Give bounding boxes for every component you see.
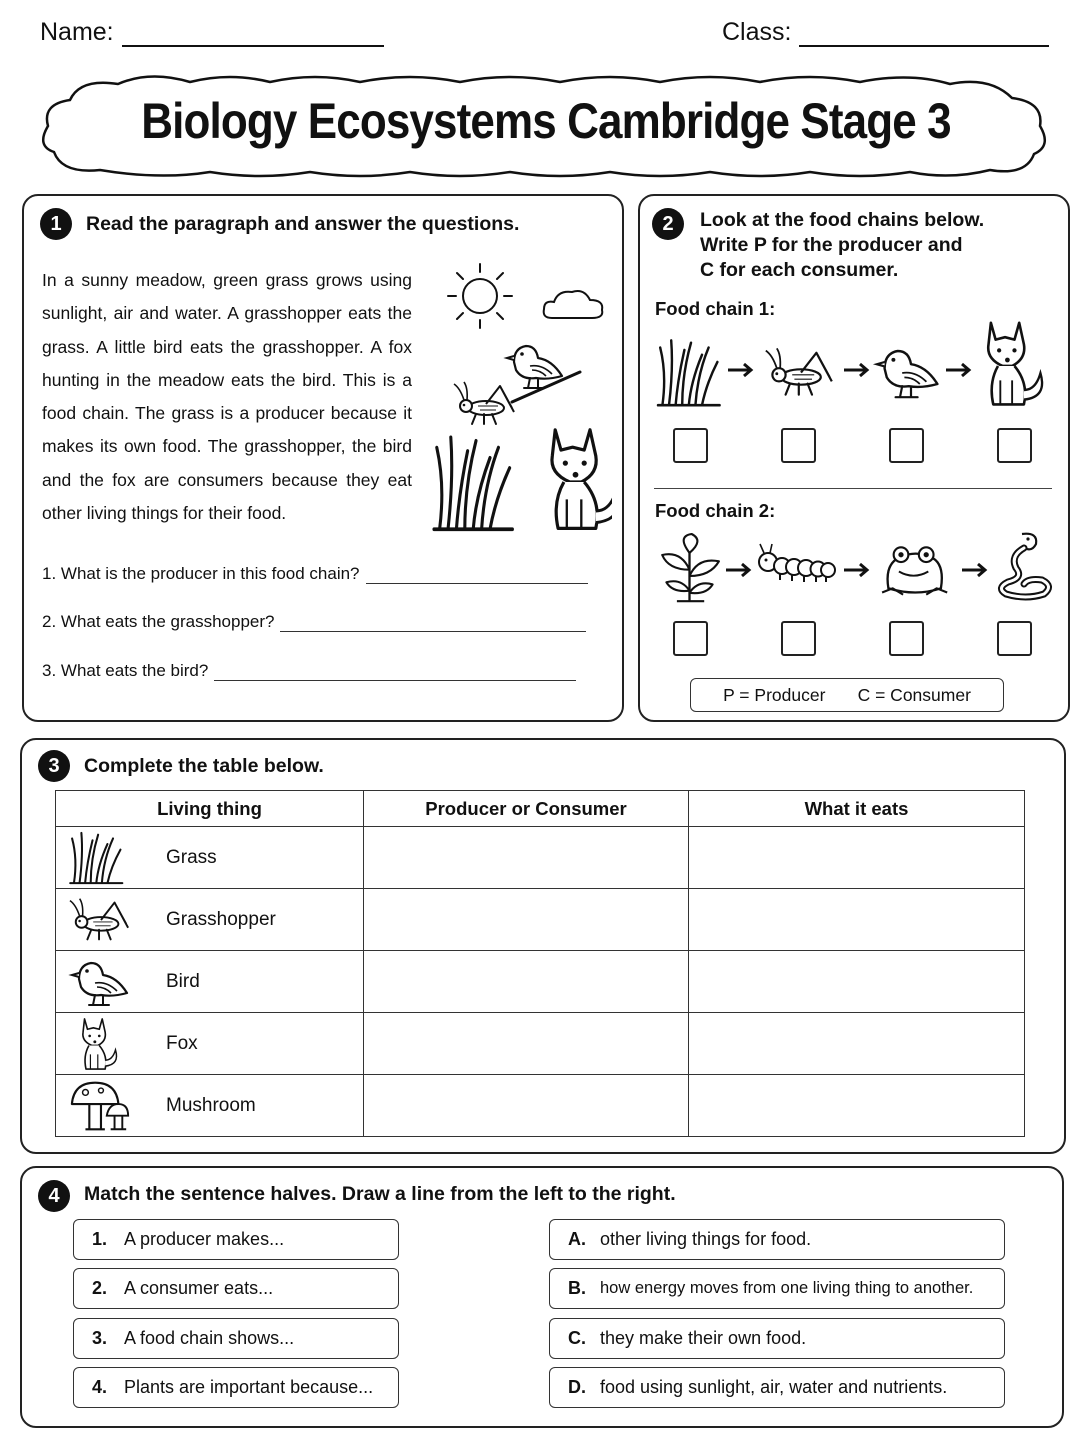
item-key: C. (568, 1328, 586, 1348)
answer-line[interactable] (280, 614, 586, 632)
answer-box[interactable] (781, 428, 816, 463)
living-thing-name: Mushroom (166, 1094, 256, 1116)
item-key: 3. (92, 1328, 108, 1348)
answer-box[interactable] (889, 621, 924, 656)
match-right-item[interactable] (549, 1268, 1005, 1309)
section-number: 2 (652, 208, 684, 240)
class-label: Class: (722, 18, 792, 46)
instruction-line: Write P for the producer and (700, 234, 963, 256)
divider (654, 488, 1052, 489)
section-1-reading (22, 194, 624, 722)
fox-icon (988, 323, 1042, 405)
arrow-icon (726, 564, 749, 576)
living-thing-cell (56, 827, 364, 889)
match-right-item[interactable] (549, 1219, 1005, 1260)
living-thing-cell (56, 889, 364, 951)
arrow-icon (962, 564, 985, 576)
what-it-eats-cell[interactable] (689, 827, 1025, 889)
table-row (56, 1013, 1025, 1075)
food-chain-2-label: Food chain 2: (655, 500, 776, 521)
table-row (56, 1075, 1025, 1137)
living-thing-name: Fox (166, 1032, 198, 1054)
page-title: Biology Ecosystems Cambridge Stage 3 (141, 93, 951, 149)
class-answer-line[interactable] (799, 21, 1049, 47)
column-header: Living thing (56, 791, 364, 827)
living-thing-cell (56, 1013, 364, 1075)
food-chain-1-label: Food chain 1: (655, 298, 776, 319)
table-header-row (56, 791, 1025, 827)
caterpillar-icon (759, 544, 835, 582)
item-key: 2. (92, 1278, 108, 1298)
column-header: Producer or Consumer (364, 791, 689, 827)
arrow-icon (844, 564, 867, 576)
item-text: A consumer eats... (124, 1278, 274, 1298)
fox-icon (552, 430, 612, 529)
match-left-item[interactable] (73, 1318, 399, 1359)
fox-icon (68, 1016, 132, 1072)
producer-consumer-cell[interactable] (364, 1013, 689, 1075)
grasshopper-icon (766, 348, 832, 394)
answer-box[interactable] (889, 428, 924, 463)
leaf-plant-icon (662, 534, 719, 601)
grass-icon (658, 340, 720, 405)
item-text: they make their own food. (600, 1328, 807, 1348)
answer-box[interactable] (997, 428, 1032, 463)
cloud-icon (544, 291, 603, 318)
reading-paragraph: In a sunny meadow, green grass grows using sunlight, air and water. A grasshopper eats the grass. A little bird eats the grasshopper. A fox hunting in the meadow eats the bird. This is a food chain. The grass is a producer because it makes its own food. The grasshopper, the bird and the fox are consumers because they eat other living things for their food. (42, 270, 412, 524)
section-number: 3 (38, 750, 70, 782)
instruction-line: Look at the food chains below. (700, 209, 985, 231)
section-instruction (700, 208, 984, 283)
grass-icon (68, 831, 132, 885)
question-text: 1. What is the producer in this food chain? (42, 564, 360, 583)
section-4-matching (20, 1166, 1064, 1428)
living-thing-name: Grasshopper (166, 908, 276, 930)
bird-icon (68, 955, 132, 1009)
frog-icon (882, 547, 947, 594)
section-2-food-chains (638, 194, 1070, 722)
producer-consumer-cell[interactable] (364, 889, 689, 951)
column-header: What it eats (689, 791, 1025, 827)
snake-icon (1001, 534, 1048, 597)
what-it-eats-cell[interactable] (689, 1075, 1025, 1137)
answer-line[interactable] (214, 663, 576, 681)
item-text: A food chain shows... (124, 1328, 295, 1348)
bird-icon (507, 346, 580, 402)
arrow-icon (728, 364, 751, 376)
bird-icon (877, 351, 938, 397)
grasshopper-icon (454, 382, 514, 424)
producer-consumer-cell[interactable] (364, 827, 689, 889)
match-right-item[interactable] (549, 1318, 1005, 1359)
answer-box[interactable] (673, 428, 708, 463)
table-row (56, 889, 1025, 951)
item-key: 4. (92, 1377, 108, 1397)
grasshopper-icon (68, 893, 132, 947)
producer-consumer-cell[interactable] (364, 1075, 689, 1137)
name-field (40, 18, 384, 47)
key-legend (690, 678, 1004, 712)
section-number: 4 (38, 1180, 70, 1212)
section-instruction: Match the sentence halves. Draw a line from the left to the right. (84, 1183, 676, 1205)
producer-consumer-cell[interactable] (364, 951, 689, 1013)
what-it-eats-cell[interactable] (689, 889, 1025, 951)
section-instruction: Read the paragraph and answer the questions. (86, 213, 520, 235)
question-text: 2. What eats the grasshopper? (42, 612, 275, 631)
question-3 (42, 661, 576, 681)
food-chain-2 (650, 526, 1060, 616)
arrow-icon (946, 364, 969, 376)
item-key: B. (568, 1278, 586, 1298)
item-text: how energy moves from one living thing to another. (600, 1279, 974, 1297)
living-things-table (55, 790, 1025, 1137)
section-3-table (20, 738, 1066, 1154)
living-thing-name: Grass (166, 846, 217, 868)
question-1 (42, 564, 588, 584)
instruction-line: C for each consumer. (700, 259, 899, 281)
match-right-item[interactable] (549, 1367, 1005, 1408)
living-thing-cell (56, 951, 364, 1013)
table-row (56, 951, 1025, 1013)
mushroom-icon (68, 1078, 132, 1134)
name-answer-line[interactable] (122, 21, 384, 47)
item-key: D. (568, 1377, 586, 1397)
key-producer: P = Producer (723, 684, 826, 705)
table-row (56, 827, 1025, 889)
food-chain-1 (650, 314, 1060, 414)
grass-icon (434, 437, 512, 529)
living-thing-cell (56, 1075, 364, 1137)
answer-box[interactable] (781, 621, 816, 656)
item-text: food using sunlight, air, water and nutrients. (600, 1377, 948, 1397)
living-thing-name: Bird (166, 970, 200, 992)
question-text: 3. What eats the bird? (42, 661, 209, 680)
item-text: Plants are important because... (124, 1377, 374, 1397)
name-label: Name: (40, 18, 114, 46)
what-it-eats-cell[interactable] (689, 951, 1025, 1013)
title-banner (40, 70, 1052, 182)
meadow-illustration (412, 254, 612, 564)
arrow-icon (844, 364, 867, 376)
answer-line[interactable] (366, 566, 588, 584)
item-text: A producer makes... (124, 1229, 285, 1249)
match-left-item[interactable] (73, 1268, 399, 1309)
match-left-item[interactable] (73, 1219, 399, 1260)
class-field (722, 18, 1049, 47)
item-key: A. (568, 1229, 586, 1249)
section-instruction: Complete the table below. (84, 755, 324, 777)
match-left-item[interactable] (73, 1367, 399, 1408)
key-consumer: C = Consumer (857, 684, 971, 705)
question-2 (42, 612, 586, 632)
section-number: 1 (40, 208, 72, 240)
answer-box[interactable] (997, 621, 1032, 656)
item-key: 1. (92, 1229, 108, 1249)
answer-box[interactable] (673, 621, 708, 656)
what-it-eats-cell[interactable] (689, 1013, 1025, 1075)
sun-icon (448, 264, 512, 328)
item-text: other living things for food. (600, 1229, 812, 1249)
